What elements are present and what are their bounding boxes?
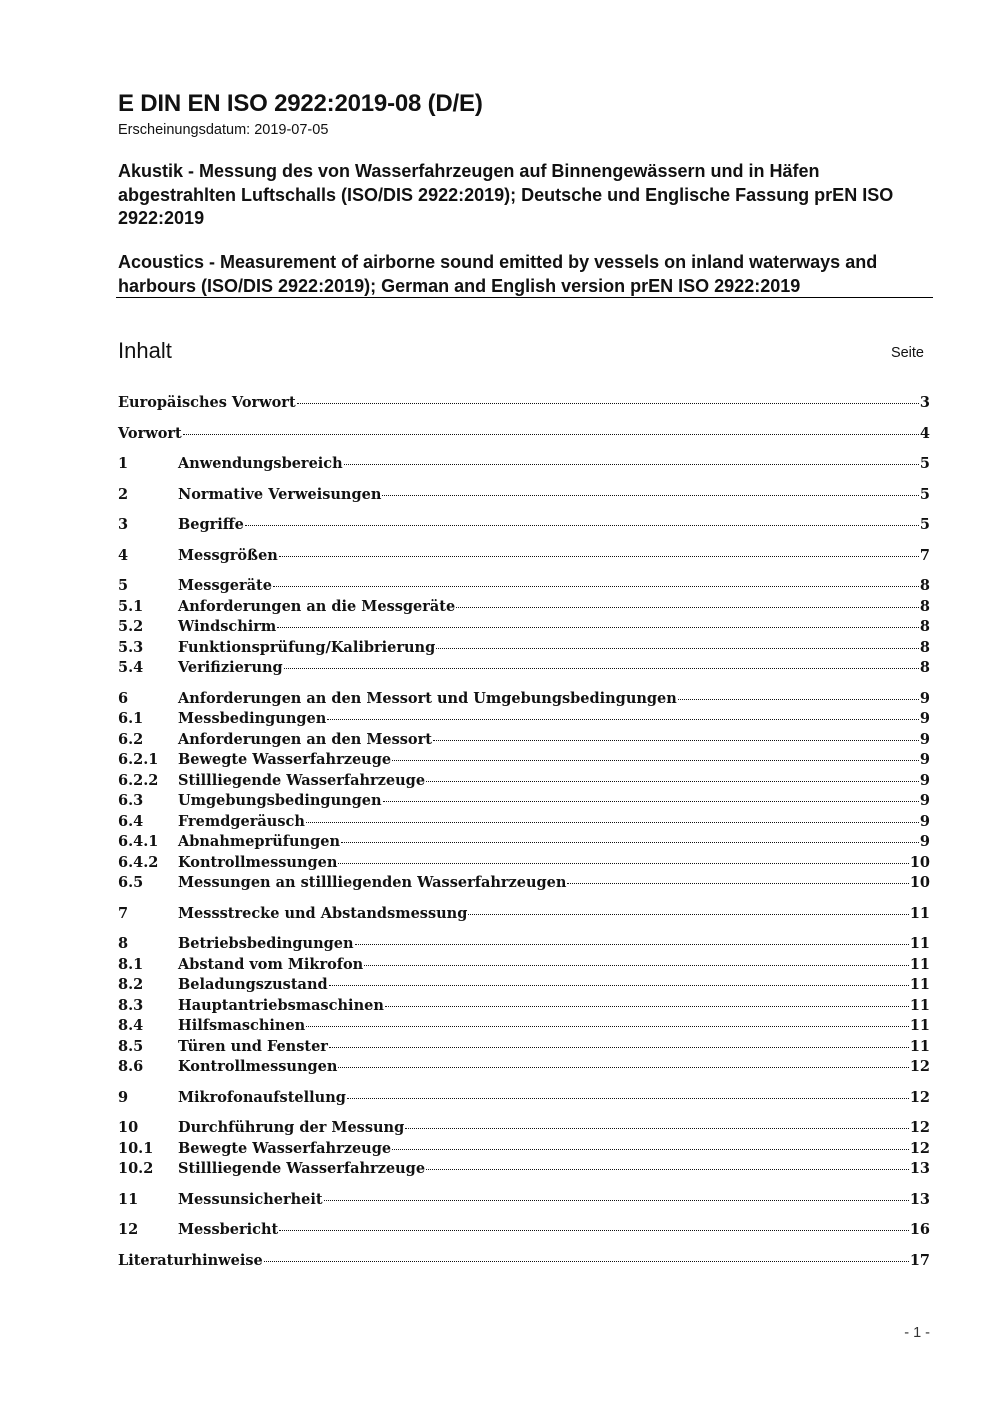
toc-entry-number: 5.4: [118, 659, 144, 676]
page-number: - 1 -: [904, 1325, 930, 1341]
toc-entry-number: 1: [118, 455, 129, 472]
toc-entry[interactable]: [118, 690, 930, 711]
toc-entry-number: 8.2: [118, 976, 144, 993]
toc-entry[interactable]: [118, 874, 930, 895]
toc-entry-title: Hauptantriebsmaschinen: [178, 996, 384, 1014]
toc-entry-page: 11: [909, 996, 930, 1014]
toc-entry[interactable]: [118, 1089, 930, 1110]
toc-entry-page: 11: [909, 935, 930, 952]
toc-entry-number: 6.5: [118, 874, 144, 891]
toc-entry-number: 5.3: [118, 638, 144, 656]
title-english: Acoustics - Measurement of airborne sound emitted by vessels on inland waterways and harbours (ISO/DIS 2922:2019); German and English version prEN ISO 2922:2019: [118, 252, 878, 296]
toc-entry[interactable]: [118, 577, 930, 598]
toc-dot-leader: [279, 556, 919, 557]
toc-entry[interactable]: [118, 1191, 930, 1212]
toc-entry-page: 9: [919, 710, 930, 727]
toc-dot-leader: [297, 403, 919, 404]
toc-dot-leader: [436, 648, 919, 649]
toc-entry[interactable]: [118, 976, 930, 997]
toc-dot-leader: [364, 965, 909, 966]
toc-dot-leader: [277, 627, 919, 628]
toc-dot-leader: [273, 586, 919, 587]
toc-entry-title: Literaturhinweise: [118, 1251, 263, 1269]
toc-entry-page: 9: [919, 689, 930, 707]
toc-dot-leader: [306, 1026, 909, 1027]
toc-entry-number: 3: [118, 516, 129, 533]
toc-page-label: Seite: [890, 345, 924, 361]
toc-entry-number: 8.3: [118, 996, 144, 1014]
publication-date: Erscheinungsdatum: 2019-07-05: [118, 122, 329, 138]
toc-entry[interactable]: [118, 1252, 930, 1273]
toc-entry-title: Messgeräte: [178, 577, 272, 594]
toc-entry[interactable]: [118, 1058, 930, 1079]
toc-entry-number: 5: [118, 577, 129, 594]
toc-entry-page: 11: [909, 1017, 930, 1034]
toc-entry-title: Durchführung der Messung: [178, 1119, 405, 1136]
toc-entry-page: 8: [919, 577, 930, 594]
document-title: E DIN EN ISO 2922:2019-08 (D/E): [118, 90, 483, 117]
toc-entry[interactable]: [118, 905, 930, 926]
toc-entry[interactable]: [118, 1119, 930, 1140]
toc-dot-leader: [347, 1098, 909, 1099]
toc-entry-page: 10: [909, 874, 930, 891]
toc-entry-title: Bewegte Wasserfahrzeuge: [178, 751, 392, 768]
toc-entry[interactable]: [118, 1017, 930, 1038]
toc-entry-number: 2: [118, 485, 129, 503]
toc-dot-leader: [245, 525, 919, 526]
toc-entry-page: 7: [919, 546, 930, 564]
toc-entry[interactable]: [118, 1160, 930, 1181]
toc-entry-page: 9: [919, 833, 930, 850]
toc-entry[interactable]: [118, 1140, 930, 1161]
toc-entry-page: 11: [909, 976, 930, 993]
toc-dot-leader: [284, 668, 919, 669]
toc-entry[interactable]: [118, 455, 930, 476]
toc-entry-page: 8: [919, 659, 930, 676]
toc-dot-leader: [341, 842, 919, 843]
toc-entry-title: Mikrofonaufstellung: [178, 1088, 346, 1106]
toc-entry-title: Funktionsprüfung/Kalibrierung: [178, 638, 436, 656]
toc-entry-title: Anforderungen an den Messort und Umgebungsbedingungen: [178, 689, 677, 707]
toc-entry-number: 9: [118, 1088, 129, 1106]
toc-entry-page: 9: [919, 751, 930, 768]
toc-entry[interactable]: [118, 598, 930, 619]
toc-entry-page: 11: [909, 1037, 930, 1055]
toc-entry-title: Begriffe: [178, 516, 244, 533]
toc-entry-title: Anwendungsbereich: [178, 455, 343, 472]
toc-entry-number: 6.3: [118, 792, 144, 809]
toc-entry[interactable]: [118, 751, 930, 772]
toc-entry-title: Windschirm: [178, 618, 277, 635]
toc-entry-page: 9: [919, 771, 930, 789]
toc-dot-leader: [392, 760, 919, 761]
toc-dot-leader: [426, 781, 919, 782]
toc-entry-number: 4: [118, 546, 129, 564]
toc-entry-page: 12: [909, 1088, 930, 1106]
toc-entry-page: 17: [909, 1251, 930, 1269]
title-divider: [116, 297, 933, 298]
toc-entry-number: 8.6: [118, 1058, 144, 1075]
toc-entry[interactable]: [118, 516, 930, 537]
toc-entry[interactable]: [118, 772, 930, 793]
toc-entry-page: 4: [919, 424, 930, 442]
toc-dot-leader: [183, 434, 919, 435]
toc-entry-page: 13: [909, 1160, 930, 1177]
toc-entry-title: Messbedingungen: [178, 710, 327, 727]
toc-entry[interactable]: [118, 833, 930, 854]
toc-entry-page: 5: [919, 455, 930, 472]
toc-entry-page: 5: [919, 485, 930, 503]
toc-dot-leader: [306, 822, 919, 823]
toc-entry-title: Messunsicherheit: [178, 1190, 323, 1208]
toc-dot-leader: [279, 1230, 909, 1231]
toc-entry-page: 11: [909, 955, 930, 973]
toc-entry-number: 6.2: [118, 730, 144, 748]
toc-dot-leader: [567, 883, 908, 884]
toc-entry[interactable]: [118, 394, 930, 415]
toc-entry-number: 5.2: [118, 618, 144, 635]
toc-entry-page: 8: [919, 618, 930, 635]
toc-dot-leader: [426, 1169, 909, 1170]
toc-entry-title: Kontrollmessungen: [178, 1058, 338, 1075]
toc-entry-page: 13: [909, 1190, 930, 1208]
toc-entry-page: 8: [919, 638, 930, 656]
title-german: Akustik - Messung des von Wasserfahrzeugen auf Binnengewässern und in Häfen abgestrahlten Luftschalls (ISO/DIS 2922:2019); Deutsche und Englische Fassung prEN ISO 2922:2019: [118, 161, 894, 228]
toc-entry[interactable]: [118, 1038, 930, 1059]
table-of-contents: [118, 394, 930, 1272]
toc-entry[interactable]: [118, 956, 930, 977]
toc-entry[interactable]: [118, 425, 930, 446]
toc-entry-page: 12: [909, 1058, 930, 1075]
toc-entry-title: Fremdgeräusch: [178, 812, 305, 830]
toc-entry-title: Europäisches Vorwort: [118, 394, 296, 411]
toc-entry-page: 3: [919, 394, 930, 411]
toc-dot-leader: [385, 1006, 909, 1007]
toc-entry[interactable]: [118, 1221, 930, 1242]
toc-dot-leader: [355, 944, 909, 945]
toc-entry[interactable]: [118, 792, 930, 813]
toc-entry-title: Verifizierung: [178, 659, 283, 676]
toc-entry[interactable]: [118, 639, 930, 660]
toc-dot-leader: [324, 1200, 909, 1201]
toc-entry-number: 11: [118, 1190, 139, 1208]
toc-entry[interactable]: [118, 935, 930, 956]
toc-entry-title: Normative Verweisungen: [178, 485, 382, 503]
toc-entry[interactable]: [118, 547, 930, 568]
toc-entry[interactable]: [118, 659, 930, 680]
toc-dot-leader: [264, 1261, 909, 1262]
toc-entry-title: Beladungszustand: [178, 976, 328, 993]
toc-entry-number: 5.1: [118, 597, 144, 615]
toc-dot-leader: [327, 719, 919, 720]
toc-entry-page: 9: [919, 812, 930, 830]
toc-entry-number: 6.1: [118, 710, 144, 727]
toc-entry-title: Messgrößen: [178, 546, 278, 564]
toc-dot-leader: [433, 740, 919, 741]
toc-entry-title: Messstrecke und Abstandsmessung: [178, 904, 468, 922]
toc-entry-title: Betriebsbedingungen: [178, 935, 354, 952]
toc-dot-leader: [678, 699, 919, 700]
toc-dot-leader: [344, 464, 919, 465]
toc-entry-page: 10: [909, 853, 930, 871]
toc-entry-title: Abnahmeprüfungen: [178, 833, 340, 850]
toc-entry-page: 9: [919, 792, 930, 809]
toc-entry-title: Anforderungen an den Messort: [178, 730, 432, 748]
toc-dot-leader: [382, 495, 919, 496]
toc-entry-page: 12: [909, 1119, 930, 1136]
toc-entry[interactable]: [118, 813, 930, 834]
toc-entry-title: Abstand vom Mikrofon: [178, 955, 364, 973]
toc-entry-number: 10: [118, 1119, 139, 1136]
toc-dot-leader: [329, 1047, 909, 1048]
toc-entry-page: 12: [909, 1139, 930, 1157]
toc-dot-leader: [392, 1149, 909, 1150]
toc-entry-number: 6.4.1: [118, 833, 159, 850]
toc-entry-number: 8.5: [118, 1037, 144, 1055]
toc-entry-title: Kontrollmessungen: [178, 853, 338, 871]
toc-dot-leader: [383, 801, 919, 802]
toc-entry-number: 10.2: [118, 1160, 154, 1177]
toc-entry[interactable]: [118, 854, 930, 875]
toc-entry-title: Türen und Fenster: [178, 1037, 328, 1055]
toc-entry-number: 6: [118, 689, 129, 707]
toc-dot-leader: [456, 607, 919, 608]
toc-dot-leader: [405, 1128, 909, 1129]
toc-entry[interactable]: [118, 731, 930, 752]
toc-entry[interactable]: [118, 486, 930, 507]
toc-entry-title: Messungen an stillliegenden Wasserfahrzeugen: [178, 874, 567, 891]
toc-entry-number: 6.2.1: [118, 751, 159, 768]
toc-entry-page: 9: [919, 730, 930, 748]
toc-entry-page: 5: [919, 516, 930, 533]
toc-entry-title: Hilfsmaschinen: [178, 1017, 306, 1034]
toc-entry-number: 6.4: [118, 812, 144, 830]
toc-entry[interactable]: [118, 618, 930, 639]
toc-entry-title: Stillliegende Wasserfahrzeuge: [178, 771, 426, 789]
toc-entry-number: 10.1: [118, 1139, 154, 1157]
toc-entry-page: 11: [909, 904, 930, 922]
toc-entry-number: 7: [118, 904, 129, 922]
toc-heading: Inhalt: [118, 338, 172, 363]
toc-entry-title: Stillliegende Wasserfahrzeuge: [178, 1160, 426, 1177]
toc-entry-page: 8: [919, 597, 930, 615]
toc-entry[interactable]: [118, 710, 930, 731]
toc-entry-title: Anforderungen an die Messgeräte: [178, 597, 456, 615]
toc-entry-number: 8: [118, 935, 129, 952]
toc-entry-number: 8.1: [118, 955, 144, 973]
toc-entry-title: Vorwort: [118, 424, 182, 442]
toc-dot-leader: [338, 863, 908, 864]
toc-dot-leader: [468, 914, 908, 915]
toc-entry-number: 6.4.2: [118, 853, 159, 871]
toc-entry-title: Bewegte Wasserfahrzeuge: [178, 1139, 392, 1157]
toc-dot-leader: [338, 1067, 908, 1068]
toc-entry[interactable]: [118, 997, 930, 1018]
toc-entry-number: 12: [118, 1221, 139, 1238]
toc-entry-number: 8.4: [118, 1017, 144, 1034]
toc-entry-page: 16: [909, 1221, 930, 1238]
toc-entry-number: 6.2.2: [118, 771, 159, 789]
toc-entry-title: Umgebungsbedingungen: [178, 792, 382, 809]
toc-entry-title: Messbericht: [178, 1221, 279, 1238]
toc-dot-leader: [329, 985, 909, 986]
